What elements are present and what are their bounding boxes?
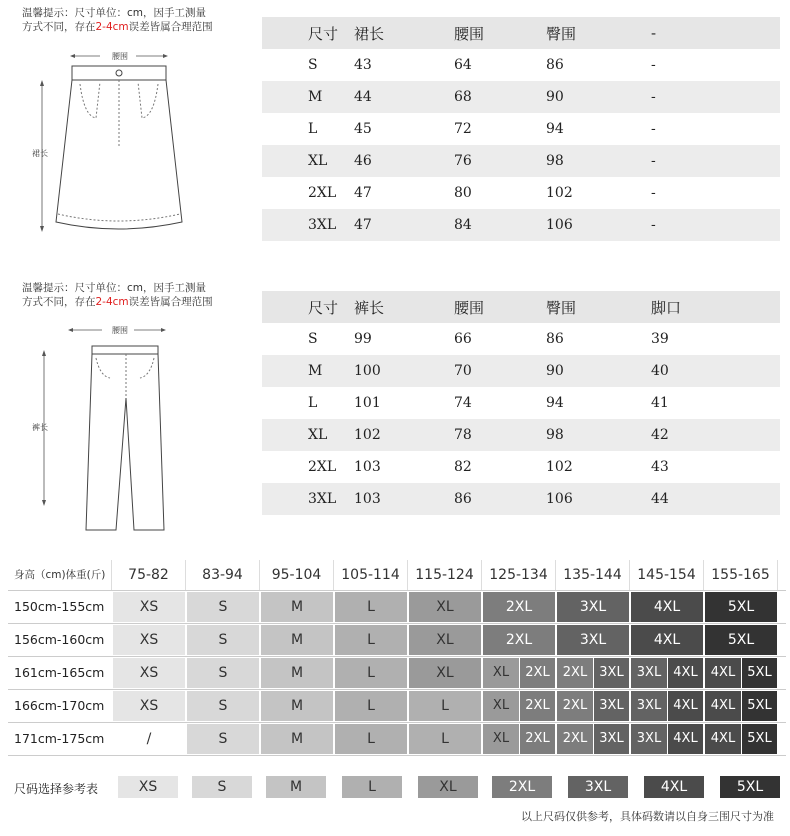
size-cell: 2XL <box>557 724 593 754</box>
weight-header: 83-94 <box>186 560 260 590</box>
size-cell: XS <box>113 625 185 655</box>
header-cell: 脚口 <box>651 291 780 323</box>
size-cell: L <box>409 691 481 721</box>
table-cell: 68 <box>454 81 546 113</box>
row-divider <box>8 590 786 591</box>
table-cell: 86 <box>454 483 546 515</box>
pants-note-line1: 温馨提示：尺寸单位：cm，因手工测量 <box>22 282 207 294</box>
table-cell: 46 <box>354 145 454 177</box>
table-row <box>262 49 780 81</box>
row-divider <box>8 689 786 690</box>
size-cell: XL <box>409 625 481 655</box>
weight-header: 135-144 <box>556 560 630 590</box>
footer-note: 以上尺码仅供参考，具体码数请以自身三围尺寸为准 <box>521 810 774 823</box>
size-cell: 4XL <box>668 691 703 721</box>
legend-swatch: M <box>266 776 326 798</box>
table-cell: 74 <box>454 395 472 411</box>
table-cell: 42 <box>651 419 780 451</box>
legend-swatch: XS <box>118 776 178 798</box>
header-cell: 腰围 <box>454 291 546 323</box>
size-cell: XL <box>483 724 519 754</box>
table-cell: L <box>308 121 318 137</box>
table-cell: 103 <box>354 483 454 515</box>
size-cell: 2XL <box>557 658 593 688</box>
size-cell: 3XL <box>594 691 629 721</box>
row-divider <box>8 656 786 657</box>
size-cell: 3XL <box>557 625 629 655</box>
size-cell: XL <box>483 658 519 688</box>
size-cell: 4XL <box>705 658 741 688</box>
pants-waist-label: 腰围 <box>112 326 128 335</box>
size-cell: M <box>261 658 333 688</box>
size-cell: L <box>409 724 481 754</box>
pants-length-label: 裤长 <box>32 423 48 432</box>
height-row-label: 161cm-165cm <box>14 665 105 680</box>
header-cell: 腰围 <box>454 17 546 49</box>
table-cell: 47 <box>354 209 454 241</box>
weight-header: 115-124 <box>408 560 482 590</box>
corner-header: 身高（cm)体重(斤) <box>8 560 112 590</box>
table-cell: 103 <box>354 459 381 475</box>
size-cell: 3XL <box>557 592 629 622</box>
size-cell: 3XL <box>631 658 667 688</box>
weight-header: 145-154 <box>630 560 704 590</box>
row-divider <box>8 623 786 624</box>
table-cell: 44 <box>354 81 454 113</box>
table-cell: M <box>262 355 354 387</box>
pants-note-line2: 方式不同，存在2-4cm误差皆属合理范围 <box>22 296 213 308</box>
table-cell: S <box>308 57 318 73</box>
size-cell: M <box>261 691 333 721</box>
size-cell: S <box>187 724 259 754</box>
size-cell: 4XL <box>705 724 741 754</box>
size-recommendation-table <box>8 554 786 826</box>
size-cell: M <box>261 625 333 655</box>
table-cell: 82 <box>454 459 472 475</box>
table-cell: 106 <box>546 483 651 515</box>
weight-header: 125-134 <box>482 560 556 590</box>
table-row <box>262 81 780 113</box>
table-cell: 101 <box>354 395 381 411</box>
header-cell: 臀围 <box>546 291 651 323</box>
size-cell: 4XL <box>705 691 741 721</box>
weight-header: 105-114 <box>334 560 408 590</box>
table-cell: 43 <box>354 57 372 73</box>
table-cell: 3XL <box>262 209 354 241</box>
table-cell: - <box>651 209 780 241</box>
table-cell: 84 <box>454 209 546 241</box>
table-row <box>262 451 780 483</box>
size-cell: S <box>187 625 259 655</box>
weight-header: 75-82 <box>112 560 186 590</box>
header-cell: - <box>651 17 780 49</box>
table-cell: 72 <box>454 121 472 137</box>
size-cell: 3XL <box>594 658 629 688</box>
size-cell: S <box>187 592 259 622</box>
table-cell: 43 <box>651 459 669 475</box>
size-cell: 4XL <box>631 625 703 655</box>
skirt-note-line2: 方式不同，存在2-4cm误差皆属合理范围 <box>22 21 213 33</box>
size-cell: L <box>335 592 407 622</box>
size-cell: 2XL <box>520 658 555 688</box>
weight-header: 95-104 <box>260 560 334 590</box>
table-cell: 102 <box>354 419 454 451</box>
table-cell: - <box>651 81 780 113</box>
skirt-size-table <box>262 17 780 241</box>
size-cell: 2XL <box>520 724 555 754</box>
table-cell: XL <box>262 145 354 177</box>
table-cell: 47 <box>354 185 372 201</box>
height-row-label: 166cm-170cm <box>14 698 105 713</box>
table-row <box>262 355 780 387</box>
size-cell: S <box>187 658 259 688</box>
table-cell: 98 <box>546 419 651 451</box>
table-cell: - <box>651 185 656 201</box>
size-cell: L <box>335 625 407 655</box>
legend-swatch: 3XL <box>568 776 628 798</box>
table-cell: 94 <box>546 395 564 411</box>
size-cell: 5XL <box>705 592 777 622</box>
size-cell: L <box>335 691 407 721</box>
table-row <box>262 145 780 177</box>
header-cell: 裤长 <box>354 291 454 323</box>
size-cell: 2XL <box>483 592 555 622</box>
header-cell: 臀围 <box>546 17 651 49</box>
size-cell: 5XL <box>742 658 777 688</box>
table-cell: 90 <box>546 355 651 387</box>
table-cell: 39 <box>651 331 669 347</box>
table-cell: 66 <box>454 331 472 347</box>
table-row <box>262 419 780 451</box>
legend-swatch: L <box>342 776 402 798</box>
legend-label: 尺码选择参考表 <box>14 782 99 796</box>
size-cell: L <box>335 724 407 754</box>
header-cell: 尺寸 <box>262 17 354 49</box>
table-cell: 44 <box>651 483 780 515</box>
size-cell: 5XL <box>742 724 777 754</box>
size-cell: 3XL <box>631 724 667 754</box>
size-cell: 5XL <box>742 691 777 721</box>
table-cell: 64 <box>454 57 472 73</box>
table-cell: 78 <box>454 419 546 451</box>
table-cell: 86 <box>546 57 564 73</box>
size-cell: XL <box>409 592 481 622</box>
skirt-header-row <box>262 17 780 49</box>
size-cell: L <box>335 658 407 688</box>
legend-swatch: 5XL <box>720 776 780 798</box>
row-divider <box>8 755 786 756</box>
size-cell: XL <box>409 658 481 688</box>
size-cell: 2XL <box>557 691 593 721</box>
height-row-label: 171cm-175cm <box>14 731 105 746</box>
table-row <box>262 113 780 145</box>
table-cell: XL <box>262 419 354 451</box>
table-cell: - <box>651 121 656 137</box>
table-cell: 40 <box>651 355 780 387</box>
table-cell: 80 <box>454 185 472 201</box>
legend-swatch: S <box>192 776 252 798</box>
height-row-label: 156cm-160cm <box>14 632 105 647</box>
legend-swatch: XL <box>418 776 478 798</box>
size-cell: / <box>113 724 185 754</box>
row-divider <box>8 722 786 723</box>
skirt-waist-label: 腰围 <box>112 52 128 61</box>
pants-note <box>22 281 252 309</box>
table-cell: L <box>308 395 318 411</box>
table-cell: 2XL <box>308 459 337 475</box>
size-cell: 4XL <box>668 658 703 688</box>
table-cell: 99 <box>354 331 372 347</box>
header-cell: 尺寸 <box>262 291 354 323</box>
skirt-length-label: 裙长 <box>32 149 48 158</box>
header-cell: 裙长 <box>354 17 454 49</box>
size-cell: XS <box>113 592 185 622</box>
table-cell: - <box>651 145 780 177</box>
table-cell: 45 <box>354 121 372 137</box>
size-cell: XS <box>113 658 185 688</box>
legend-swatch: 2XL <box>492 776 552 798</box>
legend-swatch: 4XL <box>644 776 704 798</box>
size-cell: XS <box>113 691 185 721</box>
size-cell: 2XL <box>520 691 555 721</box>
size-cell: 5XL <box>705 625 777 655</box>
table-row <box>262 177 780 209</box>
skirt-illustration <box>30 46 210 244</box>
table-cell: 86 <box>546 331 564 347</box>
table-cell: 102 <box>546 185 573 201</box>
table-cell: - <box>651 57 656 73</box>
table-cell: 90 <box>546 81 651 113</box>
skirt-note-line1: 温馨提示：尺寸单位：cm，因手工测量 <box>22 7 207 19</box>
table-cell: 2XL <box>308 185 337 201</box>
size-cell: S <box>187 691 259 721</box>
table-cell: S <box>308 331 318 347</box>
table-cell: 94 <box>546 121 564 137</box>
table-row <box>262 323 780 355</box>
size-cell: 3XL <box>631 691 667 721</box>
height-row-label: 150cm-155cm <box>14 599 105 614</box>
pants-size-table <box>262 291 780 515</box>
size-cell: 4XL <box>631 592 703 622</box>
size-cell: 3XL <box>594 724 629 754</box>
table-cell: 70 <box>454 355 546 387</box>
table-cell: 106 <box>546 209 651 241</box>
size-cell: XL <box>483 691 519 721</box>
table-cell: 3XL <box>262 483 354 515</box>
weight-header: 155-165 <box>704 560 778 590</box>
table-cell: M <box>262 81 354 113</box>
table-cell: 41 <box>651 395 669 411</box>
table-cell: 100 <box>354 355 454 387</box>
pants-header-row <box>262 291 780 323</box>
table-row <box>262 209 780 241</box>
pants-illustration <box>30 320 210 536</box>
size-cell: 4XL <box>668 724 703 754</box>
table-row <box>262 483 780 515</box>
size-cell: M <box>261 592 333 622</box>
table-cell: 98 <box>546 145 651 177</box>
size-cell: M <box>261 724 333 754</box>
table-row <box>262 387 780 419</box>
table-cell: 76 <box>454 145 546 177</box>
skirt-note <box>22 6 252 34</box>
size-cell: 2XL <box>483 625 555 655</box>
table-cell: 102 <box>546 459 573 475</box>
